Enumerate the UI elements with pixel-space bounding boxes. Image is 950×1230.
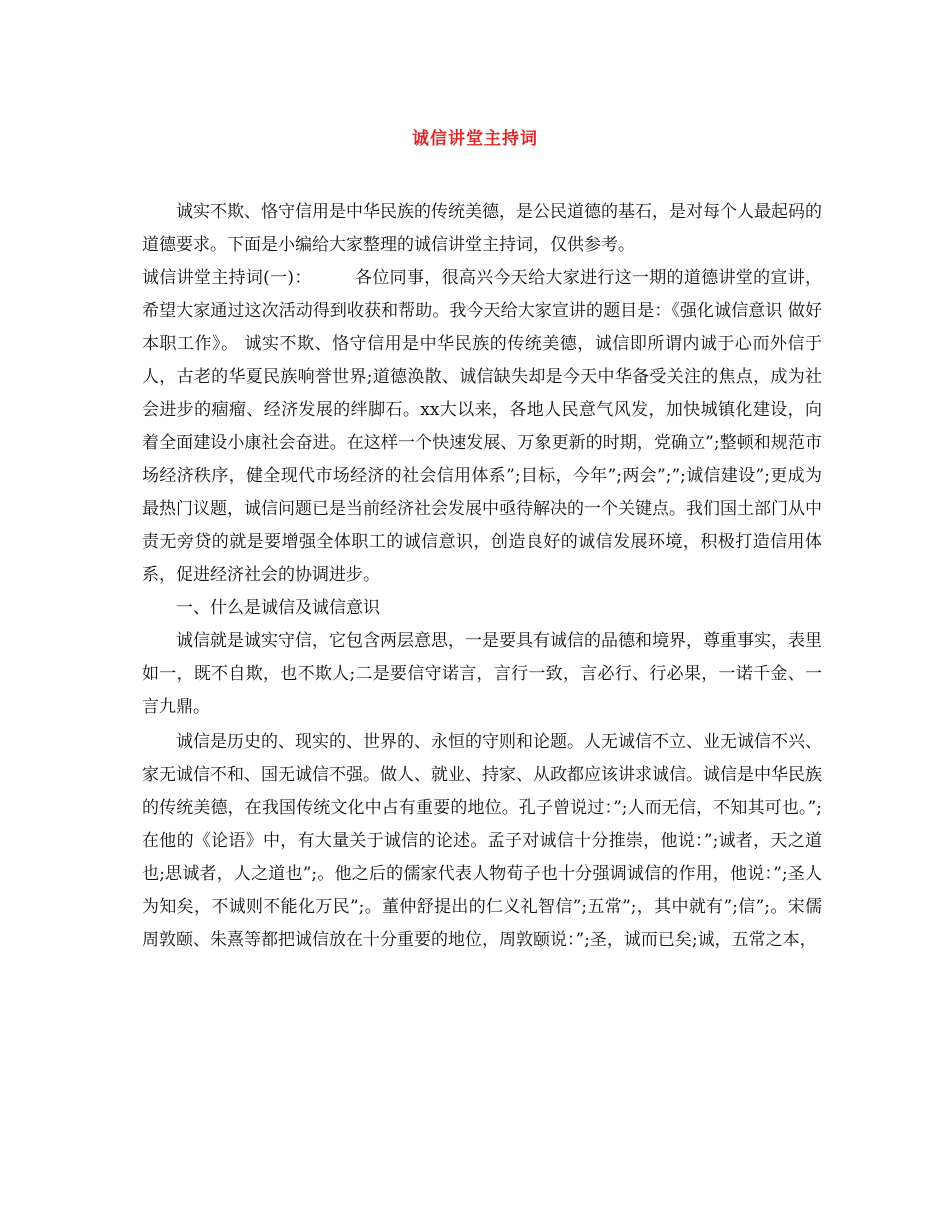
history-paragraph: 诚信是历史的、现实的、世界的、永恒的守则和论题。人无诚信不立、业无诚信不兴、家无诚信不和、国无诚信不强。做人、就业、持家、从政都应该讲求诚信。诚信是中华民族的传统美德，在我国传统文化中占有重要的地位。孔子曾说过：”;人而无信，不知其可也。”;在他的《论语》中，有大量关于诚信的论述。孟子对诚信十分推崇，他说：”;诚者，天之道也;思诚者，人之道也”;。他之后的儒家代表人物荀子也十分强调诚信的作用，他说：”;圣人为知矣，不诚则不能化万民”;。董仲舒提出的仁义礼智信”;五常”;，其中就有”;信”;。宋儒周敦颐、朱熹等都把诚信放在十分重要的地位，周敦颐说：”;圣，诚而已矣;诚，五常之本，	[142, 732, 822, 950]
intro-paragraph: 诚实不欺、恪守信用是中华民族的传统美德，是公民道德的基石，是对每个人最起码的道德要求。下面是小编给大家整理的诚信讲堂主持词，仅供参考。	[142, 202, 822, 255]
document-title: 诚信讲堂主持词	[412, 129, 538, 149]
section-heading: 一、什么是诚信及诚信意识	[176, 598, 380, 618]
document-body	[142, 196, 822, 957]
host-speech-paragraph: 诚信讲堂主持词(一)： 各位同事，很高兴今天给大家进行这一期的道德讲堂的宣讲，希望大家通过这次活动得到收获和帮助。我今天给大家宣讲的题目是：《强化诚信意识 做好本职工作》。 诚实不欺、恪守信用是中华民族的传统美德，诚信即所谓内诚于心而外信于人，古老的华夏民族响誉世界;道德涣散、诚信缺失却是今天中华备受关注的焦点，成为社会进步的痼瘤、经济发展的绊脚石。xx大以来，各地人民意气风发，加快城镇化建设，向着全面建设小康社会奋进。在这样一个快速发展、万象更新的时期，党确立”;整顿和规范市场经济秩序，健全现代市场经济的社会信用体系”;目标，今年”;两会”;”;诚信建设”;更成为最热门议题，诚信问题已是当前经济社会发展中亟待解决的一个关键点。我们国土部门从中责无旁贷的就是要增强全体职工的诚信意识，创造良好的诚信发展环境，积极打造信用体系，促进经济社会的协调进步。	[142, 268, 822, 585]
definition-paragraph: 诚信就是诚实守信，它包含两层意思，一是要具有诚信的品德和境界，尊重事实，表里如一，既不自欺，也不欺人;二是要信守诺言，言行一致，言必行、行必果，一诺千金、一言九鼎。	[142, 631, 822, 717]
